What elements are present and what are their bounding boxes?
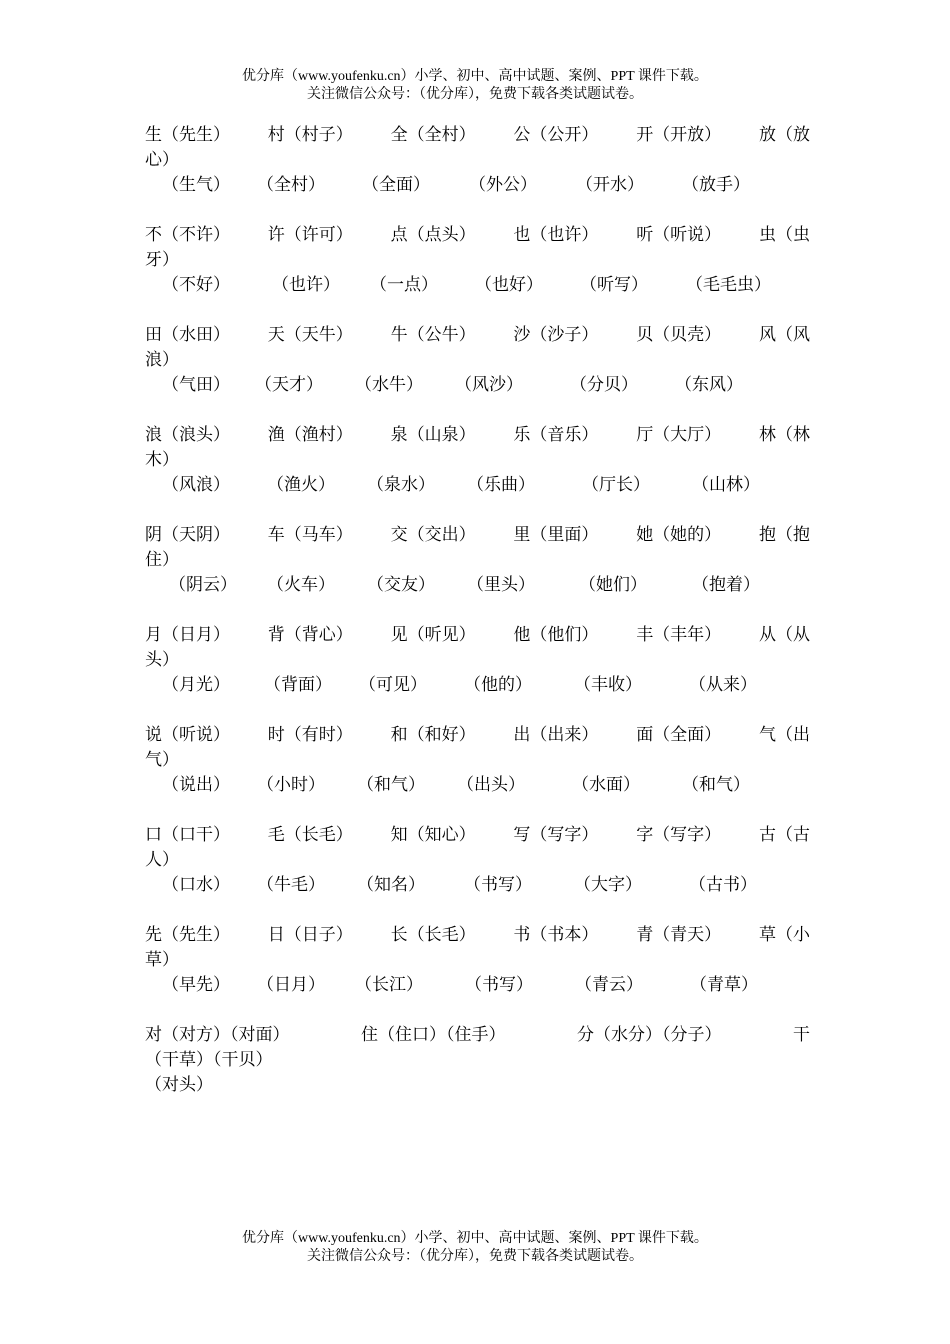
word-entry: （青草） [690,975,758,995]
word-entry: 泉（山泉） [390,425,476,445]
word-entry: 写（写字） [513,825,599,845]
footer-line-1: 优分库（www.youfenku.cn）小学、初中、高中试题、案例、PPT 课件下载。 [242,1231,708,1246]
word-group [145,223,810,298]
word-entry: （听写） [580,275,648,295]
word-entry: （生气） [162,175,230,195]
word-list [145,123,810,1123]
word-group [145,423,810,498]
word-entry: （水牛） [355,375,423,395]
group-sub-row [145,673,810,698]
word-entry: （他的） [464,675,532,695]
group-main-row [145,523,810,548]
word-entry: （外公） [469,175,537,195]
word-entry: （口水） [162,875,230,895]
group-sub-row [145,573,810,598]
word-entry: 从（从 [758,625,810,645]
word-entry: 交（交出） [390,525,476,545]
word-entry: 面（全面） [636,725,722,745]
group-sub-row [145,373,810,398]
word-entry: 贝（贝壳） [636,325,722,345]
word-entry: （丰收） [574,675,642,695]
word-entry: 虫（虫 [758,225,810,245]
word-entry: （小时） [257,775,325,795]
word-entry: 说（听说） [145,725,230,745]
word-entry: （毛毛虫） [686,275,771,295]
word-entry: 气（出 [758,725,810,745]
word-group [145,623,810,698]
group-main-row [145,823,810,848]
word-entry: 也（也许） [513,225,599,245]
word-entry: （东风） [675,375,743,395]
word-entry: （抱着） [692,575,760,595]
word-entry: （从来） [689,675,757,695]
word-entry: 青（青天） [636,925,722,945]
word-entry: （天才） [255,375,323,395]
word-entry: 毛（长毛） [267,825,353,845]
word-entry: （一点） [370,275,438,295]
word-entry: （风浪） [162,475,230,495]
word-entry: 和（和好） [390,725,476,745]
group-main-row [145,423,810,448]
group-main-row [145,623,810,648]
word-entry: （和气） [682,775,750,795]
footer-line-2: 关注微信公众号：（优分库），免费下载各类试题试卷。 [307,1249,643,1264]
word-entry: （知名） [357,875,425,895]
word-entry: 丰（丰年） [636,625,722,645]
group-wrap-line: （干草）（干贝） [145,1050,273,1070]
group-wrap-line: 草） [145,950,179,970]
group-wrap-line: 浪） [145,350,179,370]
word-entry: （水面） [572,775,640,795]
word-group [145,823,810,898]
page-footer [0,1230,950,1266]
word-entry: （长江） [355,975,423,995]
word-entry: 字（写字） [636,825,722,845]
word-entry: 风（风 [758,325,810,345]
word-entry: （气田） [162,375,230,395]
group-main-row [145,923,810,948]
word-entry: 知（知心） [390,825,476,845]
group-main-row [145,323,810,348]
word-entry: 沙（沙子） [513,325,599,345]
word-entry: （分贝） [570,375,638,395]
group-wrap-line: 木） [145,450,179,470]
word-entry: （交友） [367,575,435,595]
word-entry: （青云） [575,975,643,995]
word-group [145,523,810,598]
group-wrap-line: 头） [145,650,179,670]
word-entry: 渔（渔村） [267,425,353,445]
word-entry: 见（听见） [390,625,476,645]
word-group [145,923,810,998]
word-entry: （书写） [464,875,532,895]
header-line-1: 优分库（www.youfenku.cn）小学、初中、高中试题、案例、PPT 课件下载。 [242,69,708,84]
word-entry: （说出） [162,775,230,795]
word-entry: 住（住口）（住手） [361,1025,506,1045]
word-entry: 里（里面） [513,525,599,545]
word-group [145,323,810,398]
group-wrap-line: 人） [145,850,179,870]
header-line-2: 关注微信公众号：（优分库），免费下载各类试题试卷。 [307,87,643,102]
word-entry: （早先） [162,975,230,995]
word-entry: 公（公开） [513,125,599,145]
word-entry: （古书） [689,875,757,895]
word-entry: （风沙） [455,375,523,395]
word-entry: （渔火） [267,475,335,495]
word-entry: 时（有时） [267,725,353,745]
word-entry: 点（点头） [390,225,476,245]
word-entry: 月（日月） [145,625,230,645]
word-entry: （也好） [475,275,543,295]
word-entry: 抱（抱 [758,525,810,545]
word-entry: （山林） [692,475,760,495]
word-entry: （背面） [264,675,332,695]
group-sub-row [145,273,810,298]
page-header [0,68,950,104]
word-entry: 全（全村） [390,125,476,145]
word-entry: 厅（大厅） [636,425,722,445]
word-entry: （不好） [162,275,230,295]
word-entry: 浪（浪头） [145,425,230,445]
word-entry: 村（村子） [267,125,353,145]
word-entry: 阴（天阴） [145,525,230,545]
word-entry: （日月） [257,975,325,995]
word-entry: （泉水） [367,475,435,495]
word-group [145,723,810,798]
word-entry: 不（不许） [145,225,230,245]
word-entry: 对（对方）（对面） [145,1025,290,1045]
group-main-row [145,123,810,148]
word-group [145,1023,810,1098]
group-wrap-line: 气） [145,750,179,770]
word-entry: 先（先生） [145,925,230,945]
group-sub-row [145,973,810,998]
word-entry: 天（天牛） [267,325,353,345]
word-entry: 乐（音乐） [513,425,599,445]
word-entry: 干 [793,1025,810,1045]
word-entry: 他（他们） [513,625,599,645]
group-wrap-line: 住） [145,550,179,570]
word-entry: （火车） [267,575,335,595]
word-entry: （放手） [682,175,750,195]
word-entry: （牛毛） [257,875,325,895]
word-entry: 许（许可） [267,225,353,245]
group-main-row [145,723,810,748]
word-entry: （厅长） [582,475,650,495]
word-entry: 日（日子） [267,925,353,945]
word-entry: 田（水田） [145,325,230,345]
word-entry: 口（口干） [145,825,230,845]
word-entry: （阴云） [169,575,237,595]
word-entry: （书写） [465,975,533,995]
word-entry: 开（开放） [636,125,722,145]
group-wrap-line: 心） [145,150,179,170]
group-sub-row [145,173,810,198]
word-entry: （她们） [579,575,647,595]
word-entry: （对头） [145,1075,213,1095]
group-sub-row [145,1073,810,1098]
word-entry: （大字） [574,875,642,895]
word-entry: 听（听说） [636,225,722,245]
word-entry: 书（书本） [513,925,599,945]
group-wrap-line: 牙） [145,250,179,270]
word-entry: 草（小 [758,925,810,945]
word-entry: （月光） [162,675,230,695]
word-entry: 车（马车） [267,525,353,545]
word-entry: 古（古 [758,825,810,845]
word-entry: （出头） [457,775,525,795]
word-entry: 放（放 [758,125,810,145]
word-entry: 长（长毛） [390,925,476,945]
group-main-row [145,1023,810,1048]
word-entry: （和气） [357,775,425,795]
word-entry: 她（她的） [636,525,722,545]
word-entry: （全面） [362,175,430,195]
word-group [145,123,810,198]
word-entry: 分（水分）（分子） [577,1025,722,1045]
word-entry: 出（出来） [513,725,599,745]
group-sub-row [145,473,810,498]
word-entry: （里头） [467,575,535,595]
word-entry: （开水） [576,175,644,195]
word-entry: 生（先生） [145,125,230,145]
word-entry: （全村） [257,175,325,195]
word-entry: 牛（公牛） [390,325,476,345]
group-sub-row [145,873,810,898]
group-sub-row [145,773,810,798]
word-entry: （可见） [359,675,427,695]
word-entry: （也许） [272,275,340,295]
word-entry: 林（林 [758,425,810,445]
word-entry: 背（背心） [267,625,353,645]
group-main-row [145,223,810,248]
word-entry: （乐曲） [467,475,535,495]
